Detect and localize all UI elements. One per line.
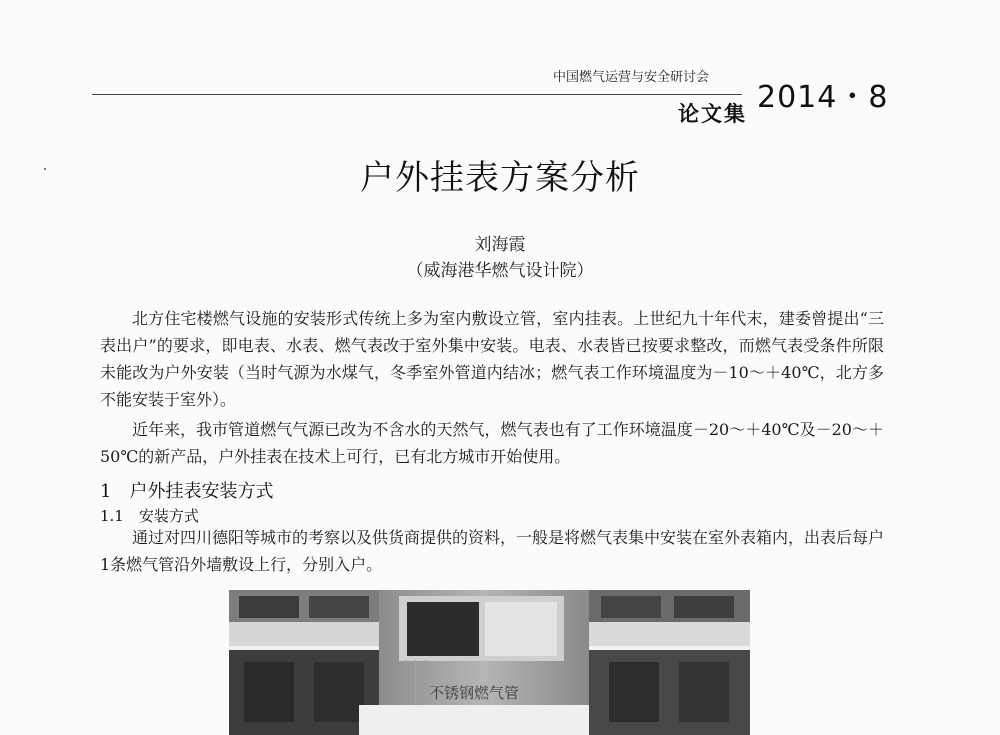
author-name: 刘海霞	[474, 235, 526, 255]
photo-label: 不锈钢燃气管	[429, 684, 520, 702]
author-affiliation: （威海港华燃气设计院）	[406, 261, 594, 281]
intro-body	[100, 305, 884, 470]
building-photo-graphic	[229, 590, 750, 735]
building-photo	[229, 590, 750, 735]
article-title: 户外挂表方案分析	[360, 158, 640, 198]
running-header-year: 2014・8	[757, 80, 889, 115]
paragraph: 北方住宅楼燃气设施的安装形式传统上多为室内敷设立管，室内挂表。上世纪九十年代末，建委曾提出“三表出户”的要求，即电表、水表、燃气表改于室外集中安装。电表、水表皆已按要求整改，而燃气表受条件所限未能改为户外安装（当时气源为水煤气，冬季室外管道内结冰；燃气表工作环境温度为－10～＋40℃，北方多不能安装于室外）。	[100, 309, 884, 409]
header-rule	[92, 94, 742, 95]
running-header-collection: 论文集	[678, 102, 747, 126]
paragraph: 近年来，我市管道燃气气源已改为不含水的天然气，燃气表也有了工作环境温度－20～＋40℃及－20～＋50℃的新产品，户外挂表在技术上可行，已有北方城市开始使用。	[100, 420, 884, 466]
section-heading: 1 户外挂表安装方式	[100, 481, 274, 502]
subsection-heading: 1.1 安装方式	[100, 507, 199, 525]
paragraph: 通过对四川德阳等城市的考察以及供货商提供的资料，一般是将燃气表集中安装在室外表箱内，出表后每户1条燃气管沿外墙敷设上行，分别入户。	[100, 528, 885, 574]
running-header-conference: 中国燃气运营与安全研讨会	[553, 70, 710, 85]
section-body	[100, 524, 884, 578]
